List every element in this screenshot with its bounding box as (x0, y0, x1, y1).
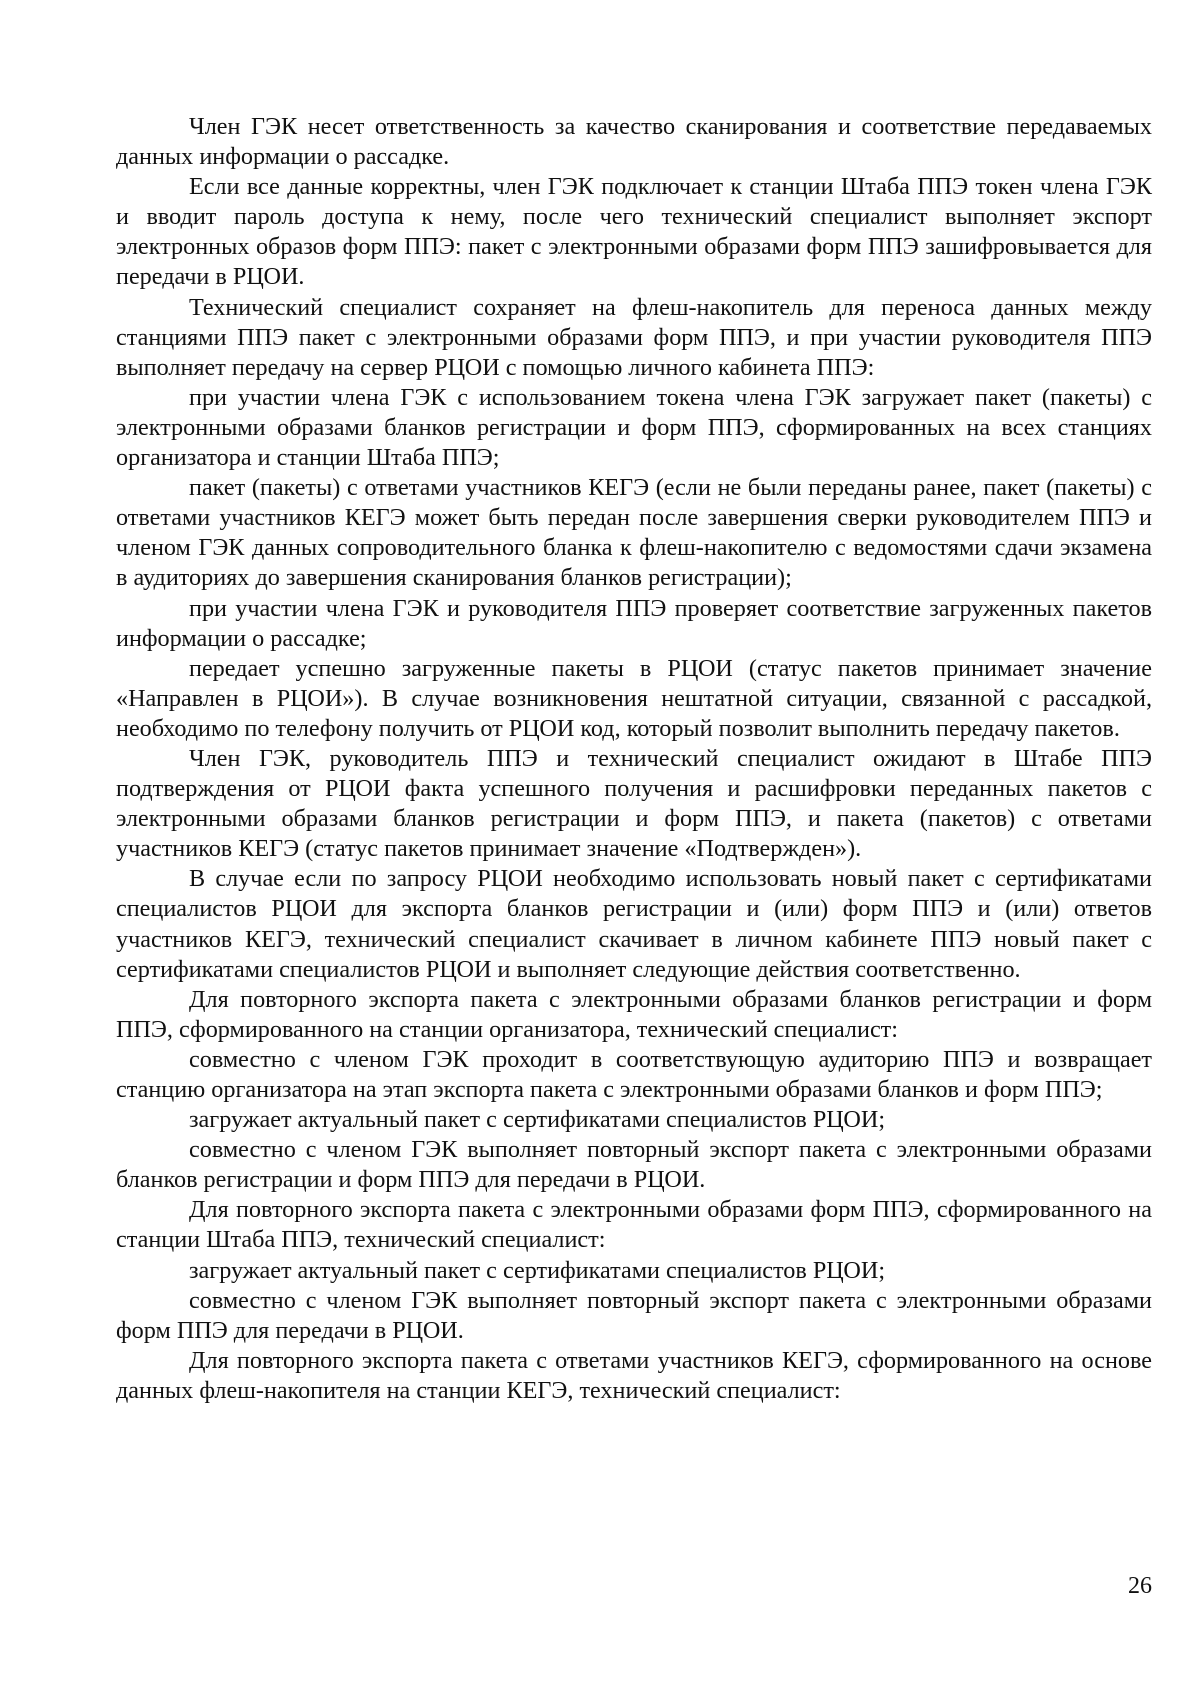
paragraph: В случае если по запросу РЦОИ необходимо использовать новый пакет с сертификатами специалистов РЦОИ для экспорта бланков регистрации и (или) форм ППЭ и (или) ответов участников КЕГЭ, технический специалист скачивает в личном кабинете ППЭ новый пакет с сертификатами специалистов РЦОИ и выполняет следующие действия соответственно. (116, 865, 1152, 983)
paragraph: совместно с членом ГЭК проходит в соответствующую аудиторию ППЭ и возвращает станцию организатора на этап экспорта пакета с электронными образами бланков и форм ППЭ; (116, 1045, 1152, 1103)
paragraph: пакет (пакеты) с ответами участников КЕГЭ (если не были переданы ранее, пакет (пакеты) с ответами участников КЕГЭ может быть передан после завершения сверки руководителем ППЭ и членом ГЭК данных сопроводительного бланка к флеш-накопителю с ведомостями сдачи экзамена в аудиториях до завершения сканирования бланков регистрации); (116, 474, 1152, 592)
paragraph: Для повторного экспорта пакета с электронными образами бланков регистрации и форм ППЭ, сформированного на станции организатора, технический специалист: (116, 985, 1152, 1043)
paragraph: загружает актуальный пакет с сертификатами специалистов РЦОИ; (189, 1106, 886, 1134)
paragraph: загружает актуальный пакет с сертификатами специалистов РЦОИ; (189, 1256, 886, 1284)
paragraph: при участии члена ГЭК с использованием токена члена ГЭК загружает пакет (пакеты) с электронными образами бланков регистрации и форм ППЭ, сформированных на всех станциях организатора и станции Штаба ППЭ; (116, 383, 1152, 472)
paragraph: совместно с членом ГЭК выполняет повторный экспорт пакета с электронными образами бланков регистрации и форм ППЭ для передачи в РЦОИ. (116, 1136, 1152, 1194)
paragraph: Член ГЭК несет ответственность за качество сканирования и соответствие передаваемых данных информации о рассадке. (116, 113, 1152, 171)
paragraph: Для повторного экспорта пакета с электронными образами форм ППЭ, сформированного на станции Штаба ППЭ, технический специалист: (116, 1196, 1152, 1254)
page-number: 26 (1128, 1573, 1152, 1599)
paragraph: Член ГЭК, руководитель ППЭ и технический специалист ожидают в Штабе ППЭ подтверждения от РЦОИ факта успешного получения и расшифровки переданных пакетов с электронными образами бланков регистрации и форм ППЭ, и пакета (пакетов) с ответами участников КЕГЭ (статус пакетов принимает значение «Подтвержден»). (116, 744, 1152, 863)
paragraph: совместно с членом ГЭК выполняет повторный экспорт пакета с электронными образами форм ППЭ для передачи в РЦОИ. (116, 1286, 1152, 1344)
paragraph: Если все данные корректны, член ГЭК подключает к станции Штаба ППЭ токен члена ГЭК и вводит пароль доступа к нему, после чего технический специалист выполняет экспорт электронных образов форм ППЭ: пакет с электронными образами форм ППЭ зашифровывается для передачи в РЦОИ. (116, 173, 1152, 291)
paragraph: при участии члена ГЭК и руководителя ППЭ проверяет соответствие загруженных пакетов информации о рассадке; (116, 594, 1152, 652)
paragraph: Для повторного экспорта пакета с ответами участников КЕГЭ, сформированного на основе данных флеш-накопителя на станции КЕГЭ, технический специалист: (116, 1346, 1152, 1404)
paragraph: передает успешно загруженные пакеты в РЦОИ (статус пакетов принимает значение «Направлен в РЦОИ»). В случае возникновения нештатной ситуации, связанной с рассадкой, необходимо по телефону получить от РЦОИ код, который позволит выполнить передачу пакетов. (116, 654, 1152, 742)
paragraph: Технический специалист сохраняет на флеш-накопитель для переноса данных между станциями ППЭ пакет с электронными образами форм ППЭ, и при участии руководителя ППЭ выполняет передачу на сервер РЦОИ с помощью личного кабинета ППЭ: (116, 293, 1152, 381)
document-body (116, 112, 1152, 1406)
